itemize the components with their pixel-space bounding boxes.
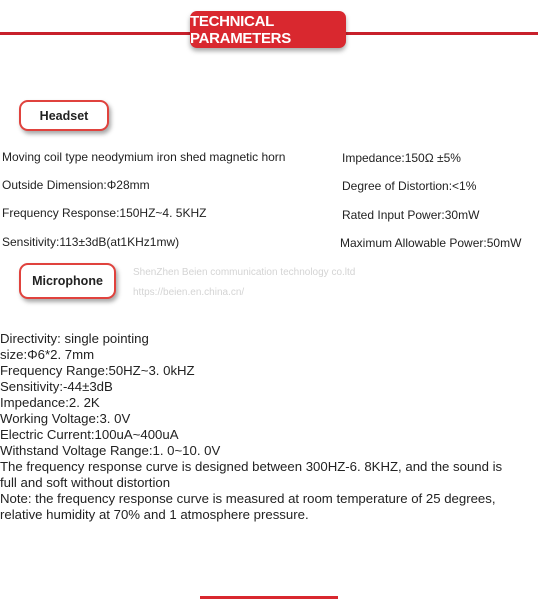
mic-spec-withstand-voltage: Withstand Voltage Range:1. 0~10. 0V xyxy=(0,443,221,458)
mic-spec-directivity: Directivity: single pointing xyxy=(0,331,149,346)
headset-spec-max-power: Maximum Allowable Power:50mW xyxy=(340,236,522,250)
watermark-company: ShenZhen Beien communication technology co.ltd xyxy=(133,267,356,278)
headset-spec-sensitivity: Sensitivity:113±3dB(at1KHz1mw) xyxy=(2,235,180,249)
mic-spec-size: size:Φ6*2. 7mm xyxy=(0,347,95,362)
mic-spec-working-voltage: Working Voltage:3. 0V xyxy=(0,411,131,426)
mic-spec-sensitivity: Sensitivity:-44±3dB xyxy=(0,379,113,394)
header-divider-left xyxy=(0,32,200,35)
header-divider-right xyxy=(338,32,538,35)
headset-spec-driver: Moving coil type neodymium iron shed magnetic horn xyxy=(2,150,286,164)
headset-spec-distortion: Degree of Distortion:<1% xyxy=(342,179,477,193)
headset-spec-rated-power: Rated Input Power:30mW xyxy=(342,208,480,222)
page-title: TECHNICAL PARAMETERS xyxy=(190,12,291,47)
mic-spec-frequency-range: Frequency Range:50HZ~3. 0kHZ xyxy=(0,363,195,378)
microphone-section-label: Microphone xyxy=(19,263,116,299)
headset-spec-dimension: Outside Dimension:Φ28mm xyxy=(2,178,150,192)
headset-spec-impedance: Impedance:150Ω ±5% xyxy=(342,151,461,165)
headset-section-label: Headset xyxy=(19,100,109,131)
watermark-url: https://beien.en.china.cn/ xyxy=(133,287,245,298)
mic-note-measurement: Note: the frequency response curve is measured at room temperature of 25 degrees, relative humidity at 70% and 1 atmosphere pressure. xyxy=(0,491,496,522)
mic-spec-current: Electric Current:100uA~400uA xyxy=(0,427,179,442)
section-banner xyxy=(190,11,346,48)
mic-spec-impedance: Impedance:2. 2K xyxy=(0,395,100,410)
headset-spec-frequency: Frequency Response:150HZ~4. 5KHZ xyxy=(2,206,207,220)
footer-divider xyxy=(200,596,338,599)
microphone-spec-list xyxy=(0,331,530,523)
mic-note-response-curve: The frequency response curve is designed between 300HZ-6. 8KHZ, and the sound is full and soft without distortion xyxy=(0,459,503,490)
